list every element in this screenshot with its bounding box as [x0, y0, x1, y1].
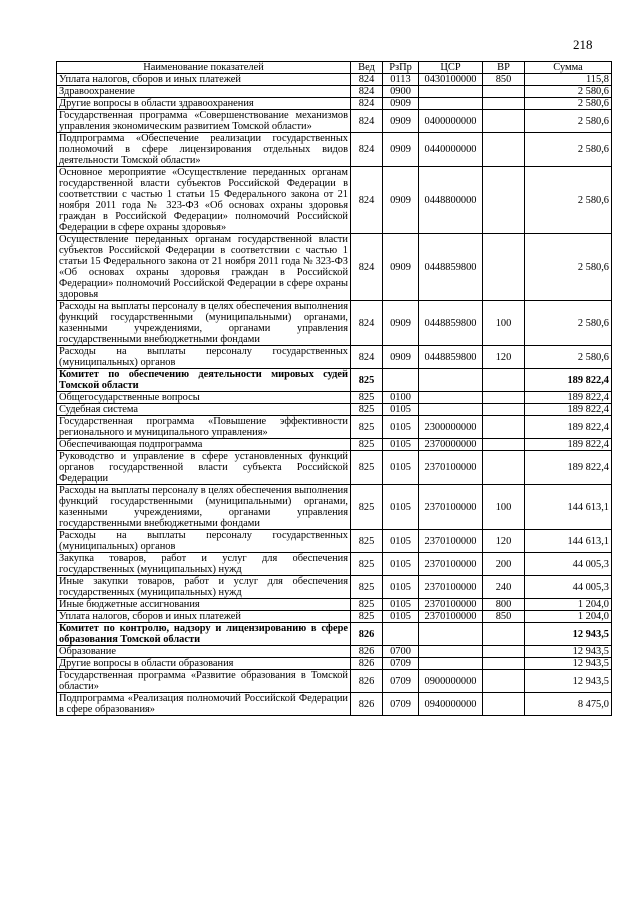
cell-sum: 2 580,6: [525, 98, 612, 110]
cell-rzpr: 0105: [383, 576, 419, 599]
cell-ved: 825: [351, 369, 383, 392]
cell-rzpr: 0909: [383, 346, 419, 369]
cell-ved: 826: [351, 623, 383, 646]
cell-rzpr: 0700: [383, 646, 419, 658]
cell-ved: 825: [351, 576, 383, 599]
cell-name: Образование: [57, 646, 351, 658]
cell-csr: 2370000000: [419, 439, 483, 451]
cell-sum: 189 822,4: [525, 404, 612, 416]
cell-ved: 824: [351, 234, 383, 301]
table-row: [57, 301, 612, 346]
cell-vr: [483, 646, 525, 658]
table-row: [57, 439, 612, 451]
cell-ved: 825: [351, 599, 383, 611]
cell-vr: [483, 86, 525, 98]
cell-name: Подпрограмма «Обеспечение реализации государственных полномочий в сфере лицензирования отдельных видов деятельности Томской области»: [57, 133, 351, 167]
cell-csr: [419, 98, 483, 110]
cell-ved: 825: [351, 416, 383, 439]
cell-sum: 12 943,5: [525, 623, 612, 646]
cell-rzpr: 0105: [383, 553, 419, 576]
header-ved: Вед: [351, 62, 383, 74]
table-row: [57, 530, 612, 553]
table-row: [57, 369, 612, 392]
cell-csr: 0940000000: [419, 693, 483, 716]
cell-csr: 2370100000: [419, 451, 483, 485]
cell-name: Общегосударственные вопросы: [57, 392, 351, 404]
cell-name: Комитет по обеспечению деятельности мировых судей Томской области: [57, 369, 351, 392]
cell-vr: [483, 404, 525, 416]
cell-rzpr: 0709: [383, 670, 419, 693]
table-row: [57, 392, 612, 404]
cell-name: Иные бюджетные ассигнования: [57, 599, 351, 611]
cell-name: Руководство и управление в сфере установленных функций органов государственной власти субъекта Российской Федерации: [57, 451, 351, 485]
cell-rzpr: 0105: [383, 404, 419, 416]
cell-ved: 826: [351, 670, 383, 693]
cell-csr: 0400000000: [419, 110, 483, 133]
cell-sum: 144 613,1: [525, 530, 612, 553]
table-row: [57, 110, 612, 133]
cell-ved: 825: [351, 404, 383, 416]
table-row: [57, 646, 612, 658]
cell-vr: [483, 693, 525, 716]
cell-vr: 240: [483, 576, 525, 599]
cell-csr: 2370100000: [419, 553, 483, 576]
cell-ved: 825: [351, 451, 383, 485]
cell-sum: 2 580,6: [525, 110, 612, 133]
cell-vr: [483, 670, 525, 693]
cell-vr: 800: [483, 599, 525, 611]
cell-csr: [419, 658, 483, 670]
table-row: [57, 485, 612, 530]
cell-csr: 2370100000: [419, 576, 483, 599]
cell-sum: 115,8: [525, 74, 612, 86]
cell-sum: 2 580,6: [525, 167, 612, 234]
cell-name: Основное мероприятие «Осуществление переданных органам государственной власти субъектов Российской Федерации в соответствии с частью 1 статьи 15 Федерального закона от 21 ноября 2011 года № 323-ФЗ «Об основах охраны здоровья граждан в Российской Федерации» полномочий Российской Федерации в сфере охраны здоровья»: [57, 167, 351, 234]
table-row: [57, 98, 612, 110]
cell-name: Расходы на выплаты персоналу в целях обеспечения выполнения функций государственными (муниципальными) органами, казенными учреждениями, органами управления государственными внебюджетными фондами: [57, 301, 351, 346]
cell-csr: 0440000000: [419, 133, 483, 167]
cell-vr: 200: [483, 553, 525, 576]
cell-name: Другие вопросы в области здравоохранения: [57, 98, 351, 110]
cell-vr: [483, 234, 525, 301]
table-row: [57, 553, 612, 576]
cell-vr: [483, 392, 525, 404]
cell-csr: [419, 404, 483, 416]
cell-csr: 0900000000: [419, 670, 483, 693]
cell-vr: [483, 110, 525, 133]
cell-name: Обеспечивающая подпрограмма: [57, 439, 351, 451]
cell-sum: 189 822,4: [525, 451, 612, 485]
cell-rzpr: 0105: [383, 439, 419, 451]
cell-csr: [419, 623, 483, 646]
cell-rzpr: 0709: [383, 693, 419, 716]
table-row: [57, 74, 612, 86]
cell-rzpr: 0105: [383, 530, 419, 553]
table-header-row: [57, 62, 612, 74]
header-csr: ЦСР: [419, 62, 483, 74]
cell-vr: [483, 658, 525, 670]
cell-vr: 120: [483, 530, 525, 553]
cell-rzpr: 0113: [383, 74, 419, 86]
header-rzpr: РзПр: [383, 62, 419, 74]
table-row: [57, 658, 612, 670]
table-row: [57, 693, 612, 716]
cell-csr: [419, 369, 483, 392]
header-name: Наименование показателей: [57, 62, 351, 74]
table-row: [57, 86, 612, 98]
cell-sum: 44 005,3: [525, 576, 612, 599]
cell-ved: 824: [351, 301, 383, 346]
cell-sum: 144 613,1: [525, 485, 612, 530]
cell-rzpr: 0909: [383, 167, 419, 234]
cell-vr: [483, 369, 525, 392]
cell-rzpr: 0909: [383, 301, 419, 346]
cell-sum: 2 580,6: [525, 133, 612, 167]
cell-vr: [483, 439, 525, 451]
cell-csr: [419, 646, 483, 658]
cell-vr: [483, 167, 525, 234]
cell-csr: 0448859800: [419, 346, 483, 369]
cell-sum: 189 822,4: [525, 439, 612, 451]
cell-rzpr: [383, 623, 419, 646]
cell-sum: 12 943,5: [525, 670, 612, 693]
cell-sum: 44 005,3: [525, 553, 612, 576]
cell-ved: 824: [351, 167, 383, 234]
cell-sum: 1 204,0: [525, 611, 612, 623]
cell-vr: 120: [483, 346, 525, 369]
cell-ved: 825: [351, 530, 383, 553]
cell-ved: 825: [351, 439, 383, 451]
cell-vr: [483, 133, 525, 167]
cell-name: Другие вопросы в области образования: [57, 658, 351, 670]
table-row: [57, 133, 612, 167]
cell-sum: 8 475,0: [525, 693, 612, 716]
cell-csr: 0448859800: [419, 301, 483, 346]
cell-csr: [419, 392, 483, 404]
cell-ved: 825: [351, 553, 383, 576]
cell-vr: [483, 451, 525, 485]
cell-rzpr: 0105: [383, 416, 419, 439]
table-row: [57, 167, 612, 234]
cell-rzpr: 0105: [383, 599, 419, 611]
cell-rzpr: 0909: [383, 98, 419, 110]
cell-rzpr: 0105: [383, 485, 419, 530]
header-vr: ВР: [483, 62, 525, 74]
cell-sum: 1 204,0: [525, 599, 612, 611]
cell-csr: 2370100000: [419, 530, 483, 553]
cell-name: Уплата налогов, сборов и иных платежей: [57, 611, 351, 623]
cell-rzpr: 0909: [383, 110, 419, 133]
cell-csr: 2370100000: [419, 599, 483, 611]
cell-name: Расходы на выплаты персоналу государственных (муниципальных) органов: [57, 346, 351, 369]
cell-sum: 2 580,6: [525, 86, 612, 98]
table-row: [57, 451, 612, 485]
cell-ved: 824: [351, 86, 383, 98]
cell-rzpr: 0909: [383, 133, 419, 167]
cell-csr: 2370100000: [419, 485, 483, 530]
table-row: [57, 404, 612, 416]
cell-ved: 826: [351, 693, 383, 716]
cell-name: Иные закупки товаров, работ и услуг для обеспечения государственных (муниципальных) нужд: [57, 576, 351, 599]
cell-ved: 824: [351, 346, 383, 369]
cell-name: Государственная программа «Развитие образования в Томской области»: [57, 670, 351, 693]
cell-sum: 2 580,6: [525, 301, 612, 346]
cell-name: Здравоохранение: [57, 86, 351, 98]
table-row: [57, 346, 612, 369]
cell-name: Уплата налогов, сборов и иных платежей: [57, 74, 351, 86]
budget-table: [56, 61, 612, 716]
cell-csr: 2370100000: [419, 611, 483, 623]
table-row: [57, 670, 612, 693]
cell-name: Государственная программа «Совершенствование механизмов управления экономическим развитием Томской области»: [57, 110, 351, 133]
cell-csr: 0448859800: [419, 234, 483, 301]
cell-ved: 824: [351, 133, 383, 167]
cell-rzpr: [383, 369, 419, 392]
cell-name: Закупка товаров, работ и услуг для обеспечения государственных (муниципальных) нужд: [57, 553, 351, 576]
cell-name: Подпрограмма «Реализация полномочий Российской Федерации в сфере образования»: [57, 693, 351, 716]
cell-vr: 100: [483, 485, 525, 530]
cell-name: Расходы на выплаты персоналу в целях обеспечения выполнения функций государственными (муниципальными) органами, казенными учреждениями, органами управления государственными внебюджетными фондами: [57, 485, 351, 530]
header-sum: Сумма: [525, 62, 612, 74]
cell-ved: 825: [351, 611, 383, 623]
table-row: [57, 416, 612, 439]
cell-name: Государственная программа «Повышение эффективности регионального и муниципального управления»: [57, 416, 351, 439]
cell-csr: 0448800000: [419, 167, 483, 234]
cell-sum: 2 580,6: [525, 346, 612, 369]
cell-ved: 825: [351, 392, 383, 404]
cell-csr: 2300000000: [419, 416, 483, 439]
cell-ved: 824: [351, 98, 383, 110]
cell-name: Комитет по контролю, надзору и лицензированию в сфере образования Томской области: [57, 623, 351, 646]
cell-sum: 189 822,4: [525, 392, 612, 404]
cell-rzpr: 0900: [383, 86, 419, 98]
cell-sum: 12 943,5: [525, 658, 612, 670]
cell-vr: 850: [483, 74, 525, 86]
cell-name: Судебная система: [57, 404, 351, 416]
table-row: [57, 611, 612, 623]
table-row: [57, 599, 612, 611]
cell-csr: 0430100000: [419, 74, 483, 86]
cell-sum: 2 580,6: [525, 234, 612, 301]
cell-sum: 12 943,5: [525, 646, 612, 658]
table-row: [57, 623, 612, 646]
cell-vr: [483, 416, 525, 439]
cell-ved: 826: [351, 658, 383, 670]
cell-rzpr: 0105: [383, 451, 419, 485]
cell-ved: 824: [351, 110, 383, 133]
table-row: [57, 576, 612, 599]
table-row: [57, 234, 612, 301]
cell-vr: [483, 98, 525, 110]
cell-name: Расходы на выплаты персоналу государственных (муниципальных) органов: [57, 530, 351, 553]
cell-rzpr: 0100: [383, 392, 419, 404]
cell-ved: 826: [351, 646, 383, 658]
cell-rzpr: 0709: [383, 658, 419, 670]
cell-ved: 825: [351, 485, 383, 530]
cell-rzpr: 0105: [383, 611, 419, 623]
cell-vr: 850: [483, 611, 525, 623]
page-number: 218: [573, 37, 593, 52]
cell-sum: 189 822,4: [525, 369, 612, 392]
cell-vr: [483, 623, 525, 646]
cell-vr: 100: [483, 301, 525, 346]
cell-ved: 824: [351, 74, 383, 86]
cell-sum: 189 822,4: [525, 416, 612, 439]
cell-csr: [419, 86, 483, 98]
cell-rzpr: 0909: [383, 234, 419, 301]
cell-name: Осуществление переданных органам государственной власти субъектов Российской Федерации в соответствии с частью 1 статьи 15 Федерального закона от 21 ноября 2011 года № 323-ФЗ «Об основах охраны здоровья граждан в Российской Федерации» полномочий Российской Федерации в сфере охраны здоровья: [57, 234, 351, 301]
